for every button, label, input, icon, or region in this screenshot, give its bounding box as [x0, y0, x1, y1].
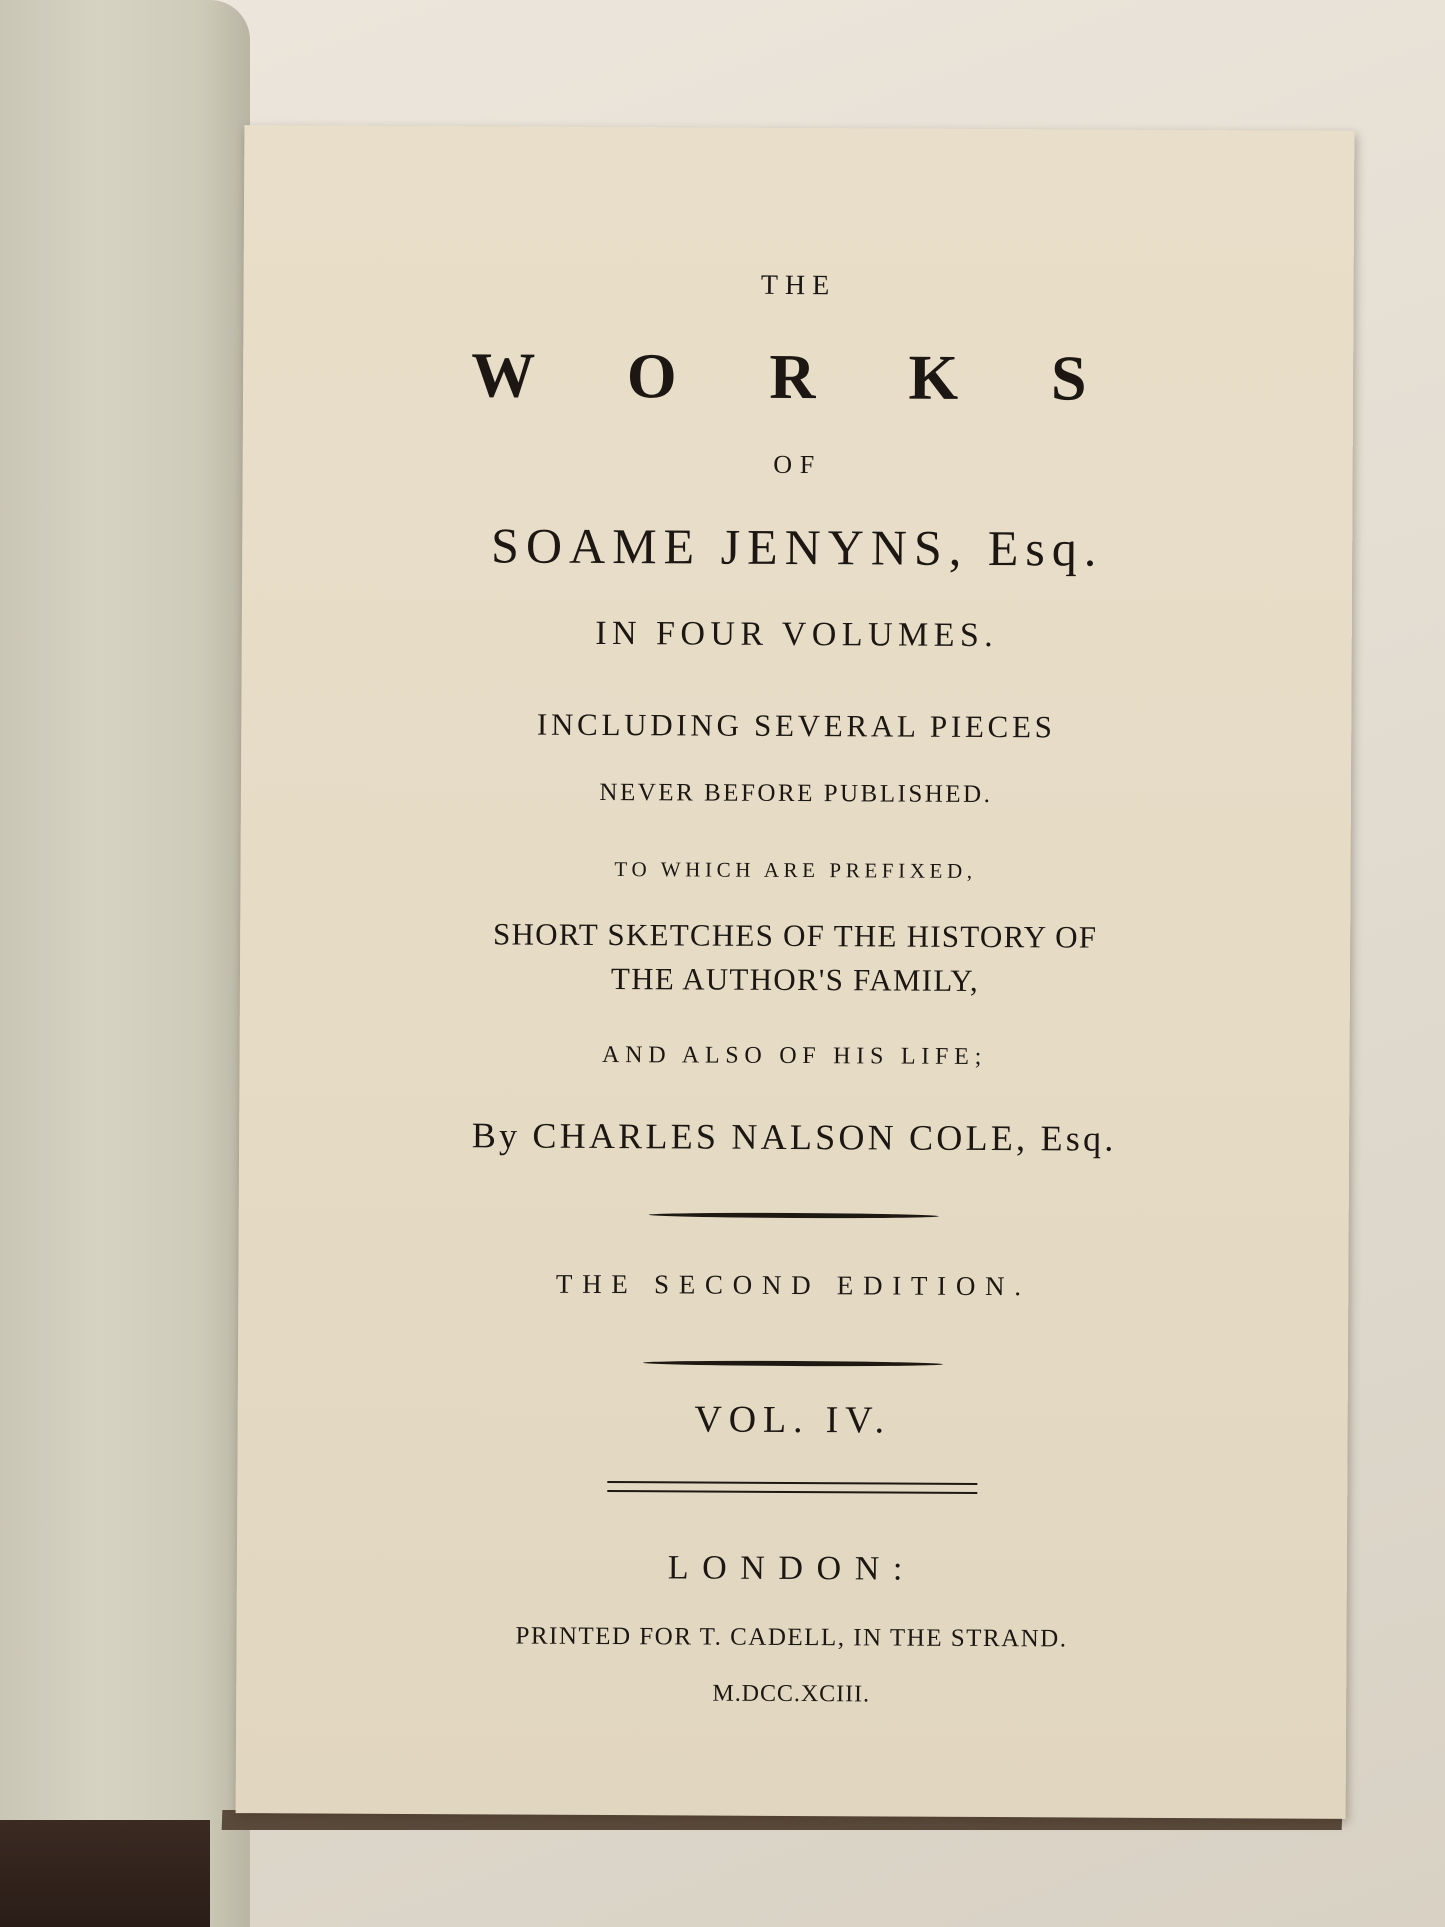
also-life-line: AND ALSO OF HIS LIFE;	[601, 1041, 988, 1071]
including-line: INCLUDING SEVERAL PIECES	[536, 706, 1056, 745]
place-line: LONDON:	[667, 1549, 917, 1588]
rule-3	[607, 1481, 977, 1494]
sketches-line-2: THE AUTHOR'S FAMILY,	[610, 961, 980, 998]
rule-1	[649, 1212, 939, 1219]
prefixed-line: TO WHICH ARE PREFIXED,	[614, 857, 977, 883]
of-line: OF	[773, 449, 823, 480]
title-page	[236, 125, 1355, 1819]
volumes-line: IN FOUR VOLUMES.	[595, 614, 999, 655]
left-cover	[0, 1820, 210, 1927]
volume-line: VOL. IV.	[694, 1398, 892, 1442]
left-page	[0, 0, 250, 1927]
the-line: THE	[760, 269, 837, 302]
by-line: By CHARLES NALSON COLE, Esq.	[471, 1115, 1117, 1159]
author-name: SOAME JENYNS, Esq.	[490, 517, 1104, 577]
printer-line: PRINTED FOR T. CADELL, IN THE STRAND.	[515, 1622, 1068, 1653]
sketches-line-1: SHORT SKETCHES OF THE HISTORY OF	[492, 916, 1098, 955]
edition-line: THE SECOND EDITION.	[555, 1268, 1031, 1302]
date-line: M.DCC.XCIII.	[712, 1680, 871, 1708]
rule-2	[643, 1360, 943, 1367]
works-heading: W O R K S	[471, 339, 1126, 414]
never-published-line: NEVER BEFORE PUBLISHED.	[599, 778, 993, 809]
